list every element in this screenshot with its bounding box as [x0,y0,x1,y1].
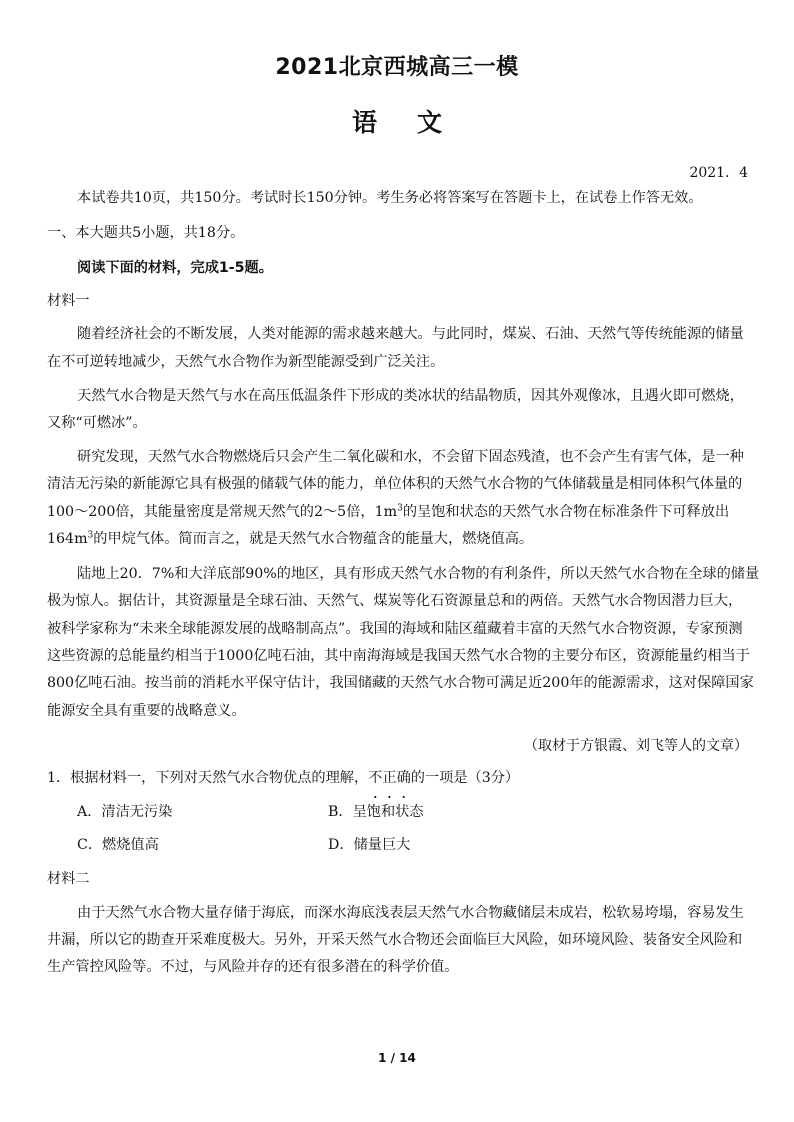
question-stem: 1．根据材料一，下列对天然气水合物优点的理解，不正确的一项是（3分） [47,770,520,786]
paragraph-line: 生产管控风险等。不过，与风险并存的还有很多潜在的科学价值。 [47,959,459,975]
paragraph-line: 井漏，所以它的勘查开采难度极大。另外，开采天然气水合物还会面临巨大风险，如环境风险、装备安全风险和 [47,932,743,948]
paragraph-line: 清洁无污染的新能源它具有极强的储载气体的能力，单位体积的天然气水合物的气体储载量是相同体积气体量的 [47,476,743,492]
paragraph-line: 在不可逆转地减少，天然气水合物作为新型能源受到广泛关注。 [47,354,445,370]
paragraph-line: 800亿吨石油。按当前的消耗水平保守估计，我国储藏的天然气水合物可满足近200年的能源需求，这对保障国家 [47,675,754,691]
option-b: B．呈饱和状态 [328,804,424,820]
intro-text: 本试卷共10页，共150分。考试时长150分钟。考生务必将答案写在答题卡上，在试卷上作答无效。 [77,190,703,206]
paragraph-line: 100～200倍，其能量密度是常规天然气的2～5倍，$1m^3$的呈饱和状态的天然气水合物在标准条件下可释放出 [47,503,730,520]
paragraph-line: 随着经济社会的不断发展，人类对能源的需求越来越大。与此同时，煤炭、石油、天然气等传统能源的储量 [77,326,744,342]
paragraph-line: 被科学家称为“未来全球能源发展的战略制高点”。我国的海域和陆区蕴藏着丰富的天然气水合物资源，专家预测 [47,621,743,637]
paragraph-line: 又称“可燃冰”。 [47,415,147,431]
material-one-label: 材料一 [47,293,90,309]
paragraph-line: 由于天然气水合物大量存储于海底，而深水海底浅表层天然气水合物藏储层未成岩，松软易垮塌，容易发生 [77,905,744,921]
emphasis-char: 正 [382,770,397,786]
reading-instruction: 阅读下面的材料，完成1-5题。 [77,260,273,276]
emphasis-char: 不 [368,770,383,786]
exam-title: 2021北京西城高三一模 [275,55,519,80]
page-number: 1 / 14 [378,1051,416,1065]
source-citation: （取材于方银霞、刘飞等人的文章） [524,738,748,754]
option-d: D．储量巨大 [328,837,411,853]
paragraph-line: 能源安全具有重要的战略意义。 [47,703,246,719]
paragraph-line: 陆地上20．7%和大洋底部90%的地区，具有形成天然气水合物的有利条件，所以天然气水合物在全球的储量 [77,566,760,582]
paragraph-line: 研究发现，天然气水合物燃烧后只会产生二氧化碳和水，不会留下固态残渣，也不会产生有害气体，是一种 [77,449,744,465]
exam-date: 2021．4 [689,165,748,181]
superscript: 3 [397,503,403,514]
paragraph-line: 极为惊人。据估计，其资源量是全球石油、天然气、煤炭等化石资源量总和的两倍。天然气水合物因潜力巨大， [47,593,743,609]
section-heading: 一、本大题共5小题，共18分。 [47,225,245,241]
subject-title: 语文 [351,108,482,137]
emphasis-char: 确 [396,770,411,786]
option-c: C．燃烧值高 [77,837,159,853]
superscript: 3 [87,530,94,541]
material-two-label: 材料二 [47,871,90,887]
paragraph-line: $164m^3$的甲烷气体。简而言之，就是天然气水合物蕴含的能量大，燃烧值高。 [47,530,534,547]
option-a: A．清洁无污染 [77,804,173,820]
paragraph-line: 天然气水合物是天然气与水在高压低温条件下形成的类冰状的结晶物质，因其外观像冰，且遇火即可燃烧， [77,388,744,404]
paragraph-line: 这些资源的总能量约相当于1000亿吨石油，其中南海海域是我国天然气水合物的主要分布区，资源能量约相当于 [47,648,750,664]
